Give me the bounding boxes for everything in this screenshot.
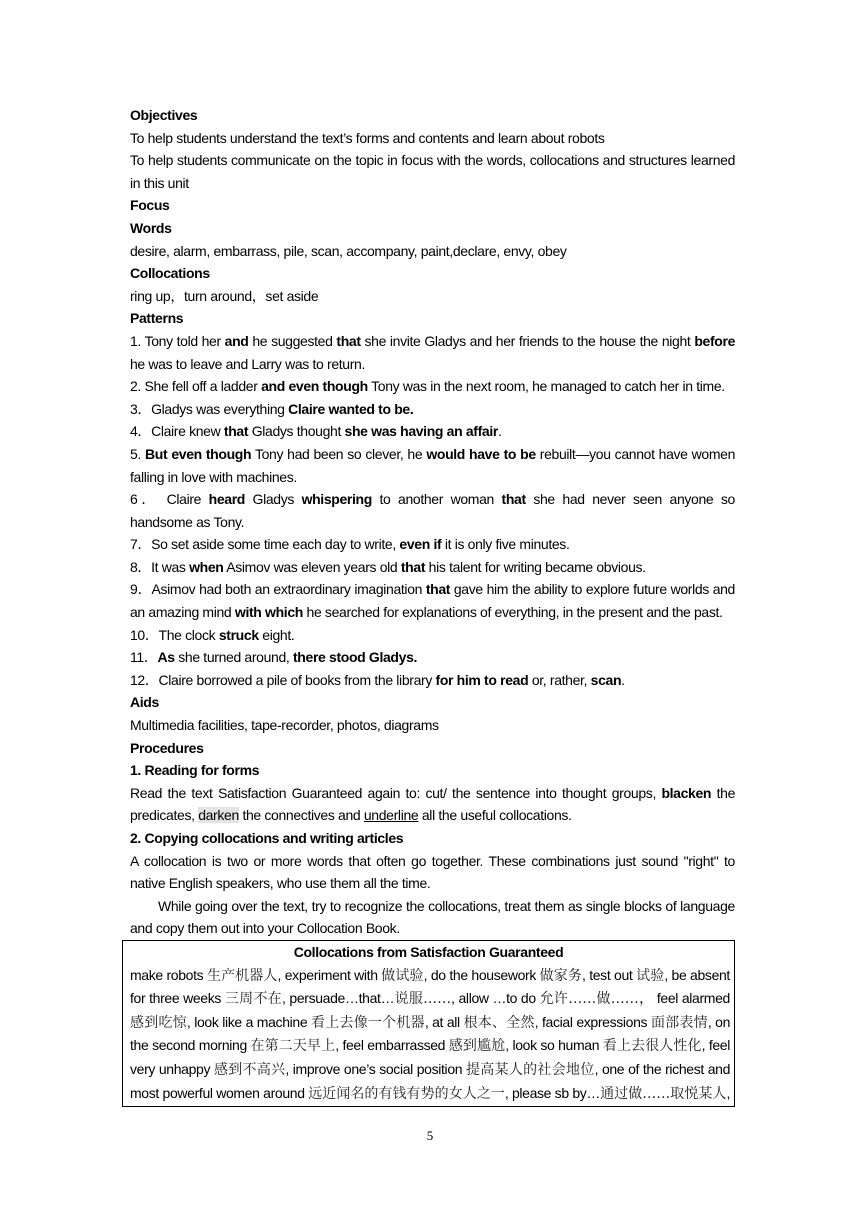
step1-heading: 1. Reading for forms (130, 762, 260, 779)
bold-text: Claire wanted to be. (288, 400, 414, 417)
collocation-item: feel very unhappy 感到不高兴, (130, 1037, 731, 1078)
chinese-gloss: 看上去像一个机器 (311, 1014, 425, 1031)
chinese-gloss: 三周不在 (224, 991, 283, 1008)
chinese-gloss: 允许……做…… (539, 991, 639, 1008)
chinese-gloss: 做家务 (539, 967, 582, 984)
collocations-heading: Collocations (130, 265, 210, 282)
collocation-item: improve one’s social position 提高某人的社会地位, (292, 1060, 602, 1078)
bold-text: when (189, 558, 224, 575)
chinese-gloss: 做试验 (381, 967, 424, 984)
bold-text: that (336, 332, 361, 349)
collocation-item: look so human 看上去很人性化, (512, 1037, 709, 1055)
collocation-box (122, 940, 735, 1107)
patterns-heading: Patterns (130, 310, 184, 327)
underlined-text: underline (363, 807, 419, 824)
step2-text: A collocation is two or more words that often go together. These combinations just sound "right" to native English speakers, who use them all the time. (130, 852, 735, 892)
chinese-gloss: 远近闻名的有钱有势的女人之一 (308, 1085, 505, 1102)
collocation-item: make robots 生产机器人, (130, 966, 285, 984)
chinese-gloss: 根本、全然 (463, 1014, 535, 1031)
bold-text: that (425, 581, 451, 598)
patterns-list (130, 330, 735, 692)
bold-text: scan (590, 671, 622, 688)
pattern-item: 2. She fell off a ladder and even though Tony was in the next room, he managed to catch her in time. (130, 378, 725, 395)
pattern-item: 4．Claire knew that Gladys thought she was having an affair. (130, 423, 502, 440)
bold-text: that (501, 491, 526, 508)
chinese-gloss: 通过做……取悦某人 (600, 1085, 727, 1102)
bold-text: even if (399, 536, 442, 553)
chinese-gloss: 感到吃惊 (130, 1014, 187, 1031)
collocations-list: ring up，turn around，set aside (130, 287, 319, 304)
pattern-item: 10．The clock struck eight. (130, 626, 295, 643)
collocation-item: be absent for three weeks 三周不在, (130, 966, 730, 1008)
pattern-item: 3．Gladys was everything Claire wanted to be. (130, 400, 414, 417)
bold-text: But even though (145, 445, 252, 462)
bold-text: would have to be (426, 445, 536, 462)
chinese-gloss: 面部表情 (650, 1014, 708, 1031)
collocation-item: please sb by…通过做……取悦某人, (511, 1084, 730, 1102)
words-heading: Words (130, 219, 172, 236)
pattern-item: 9．Asimov had both an extraordinary imagination that gave him the ability to explore future worlds and an amazing mind with which he searched for explanations of everything, in the present and the past. (130, 581, 735, 621)
collocation-box-title: Collocations from Satisfaction Guaranteed (293, 943, 564, 960)
pattern-item: 8．It was when Asimov was eleven years old that his talent for writing became obvious. (130, 558, 646, 575)
chinese-gloss: 生产机器人 (206, 967, 278, 984)
bold-text: there stood Gladys. (293, 649, 418, 666)
pattern-item: 1. Tony told her and he suggested that she invite Gladys and her friends to the house the night before he was to leave and Larry was to return. (130, 332, 735, 372)
step2-heading: 2. Copying collocations and writing articles (130, 830, 404, 846)
step1-text: Read the text Satisfaction Guaranteed again to: cut/ the sentence into thought groups, blacken the predicates, darken the connectives and underline all the useful collocations. (130, 784, 736, 824)
collocation-item: allow …to do 允许……做……， (458, 990, 657, 1008)
collocation-item: one of the richest and most powerful women around 远近闻名的有钱有势的女人之一, (130, 1060, 731, 1102)
collocation-item: experiment with 做试验, (284, 966, 431, 984)
objective-2: To help students communicate on the topic in focus with the words, collocations and structures learned in this unit (130, 152, 735, 191)
words-list: desire, alarm, embarrass, pile, scan, accompany, paint,declare, envy, obey (130, 242, 567, 259)
bold-text: with which (234, 604, 303, 621)
objectives-heading: Objectives (130, 107, 198, 123)
collocation-item: feel alarmed 感到吃惊, (130, 990, 730, 1031)
chinese-gloss: 在第二天早上 (250, 1038, 336, 1055)
bold-text: struck (218, 626, 259, 643)
page-number: 5 (426, 1128, 434, 1143)
chinese-gloss: 感到尴尬 (448, 1038, 506, 1055)
chinese-gloss: 看上去很人性化 (602, 1038, 702, 1055)
chinese-gloss: 说服…… (394, 991, 452, 1008)
pattern-item: 11．As she turned around, there stood Gladys. (130, 649, 418, 666)
bold-text: and (224, 332, 249, 349)
bold-text: for him to read (435, 671, 529, 688)
pattern-item: 6． Claire heard Gladys whispering to another woman that she had never seen anyone so handsome as Tony. (130, 491, 735, 530)
collocation-item: do the housework 做家务, (430, 966, 590, 984)
bold-text: As (157, 649, 175, 666)
step2-text-2: While going over the text, try to recognize the collocations, treat them as single blocks of language and copy them out into your Collocation Book. (130, 897, 735, 937)
chinese-gloss: 感到不高兴 (213, 1061, 286, 1078)
collocation-item: on the second morning 在第二天早上, (130, 1013, 731, 1055)
bold-text: and even though (261, 378, 368, 395)
focus-heading: Focus (130, 197, 170, 214)
bold-text: that (223, 423, 249, 440)
aids-text: Multimedia facilities, tape-recorder, photos, diagrams (130, 717, 439, 734)
bold-text: heard (208, 491, 245, 508)
pattern-item: 5. But even though Tony had been so clever, he would have to be rebuilt—you cannot have women falling in love with machines. (130, 445, 736, 485)
collocation-item: test out 试验, (589, 966, 672, 984)
chinese-gloss: 试验 (636, 967, 665, 984)
collocation-box-body (130, 964, 734, 1106)
document-page (130, 104, 735, 1107)
collocation-item: look like a machine 看上去像一个机器, (194, 1013, 433, 1031)
aids-heading: Aids (130, 694, 159, 711)
bold-text: she was having an affair (344, 423, 498, 440)
collocation-item: persuade…that…说服……, (289, 990, 459, 1008)
collocation-item: feel embarrassed 感到尴尬, (342, 1037, 513, 1055)
pattern-item: 12．Claire borrowed a pile of books from the library for him to read or, rather, scan. (130, 671, 625, 688)
bold-text: blacken (661, 784, 712, 801)
chinese-gloss: 提高某人的社会地位 (466, 1061, 595, 1078)
objective-1: To help students understand the text’s forms and contents and learn about robots (130, 129, 605, 146)
highlighted-text: darken (198, 807, 239, 824)
procedures-heading: Procedures (130, 739, 204, 756)
bold-text: before (694, 332, 735, 349)
collocation-item: facial expressions 面部表情, (542, 1013, 716, 1031)
pattern-item: 7．So set aside some time each day to write, even if it is only five minutes. (130, 536, 570, 553)
bold-text: that (400, 558, 426, 575)
bold-text: whispering (301, 491, 372, 508)
collocation-item: at all 根本、全然, (432, 1013, 542, 1031)
